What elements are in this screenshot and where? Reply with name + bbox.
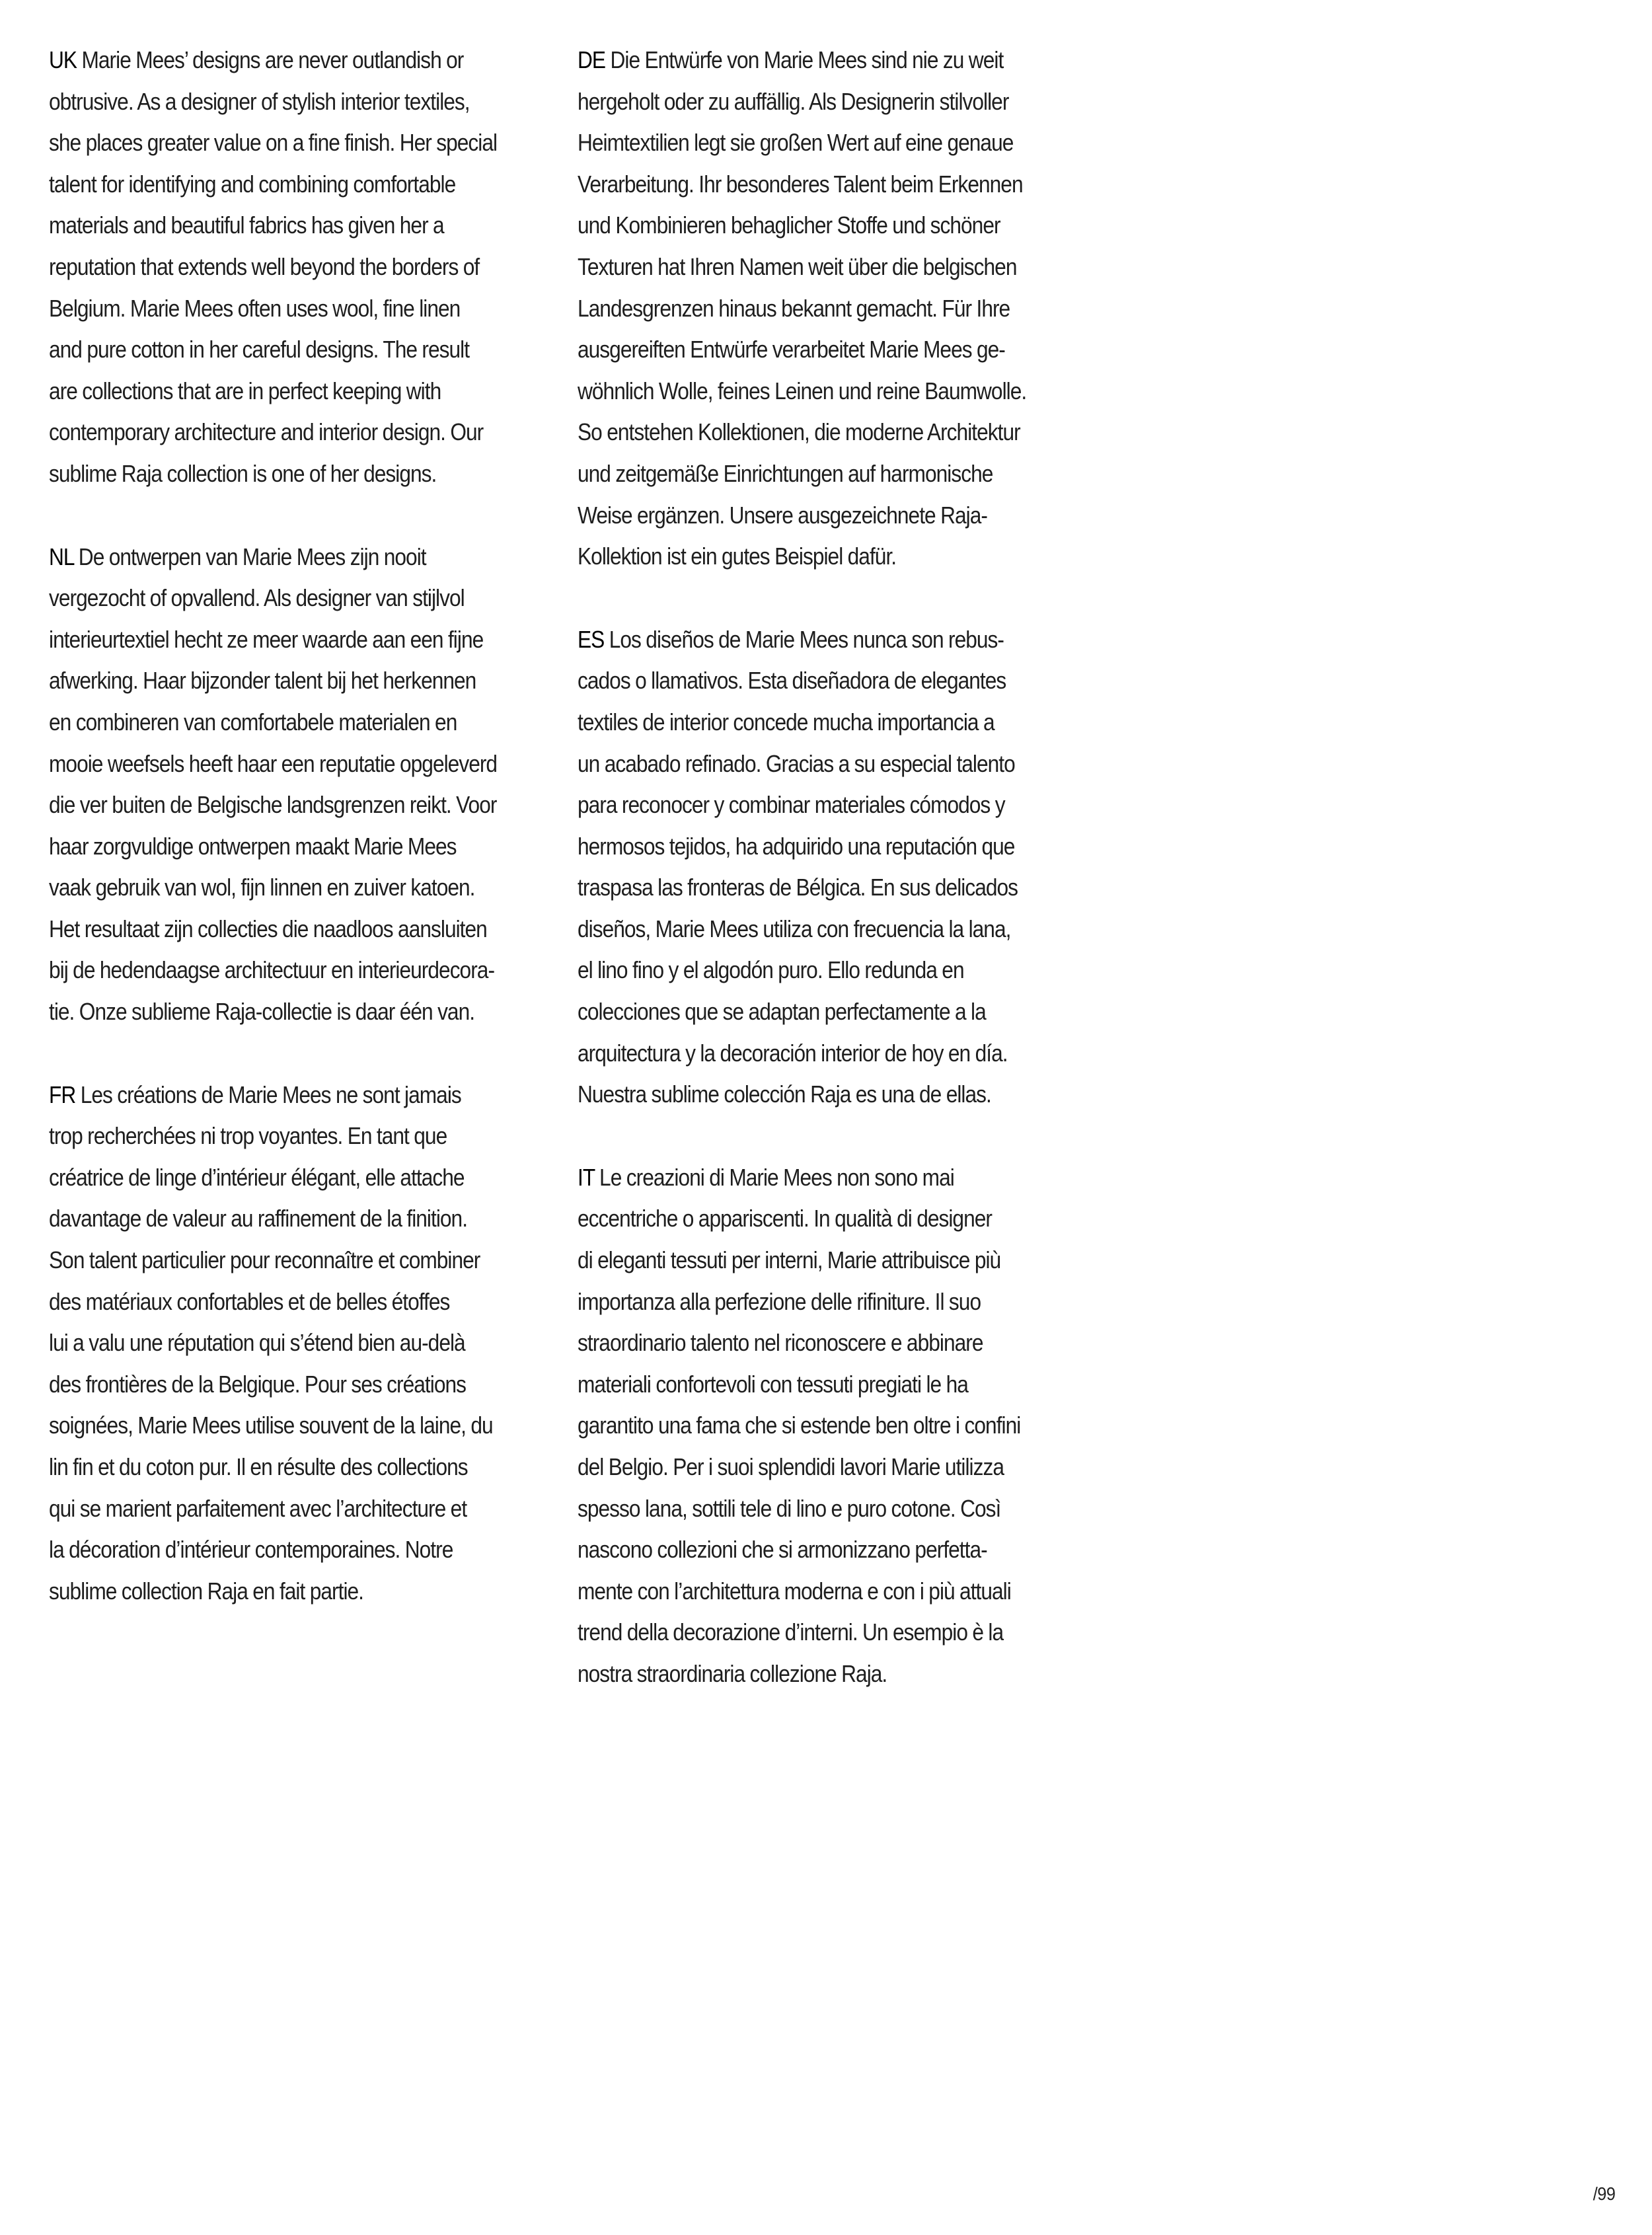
text-line-content: Marie Mees’ designs are never outlandish or xyxy=(81,46,464,73)
text-line: Nuestra sublime colección Raja es una de ellas. xyxy=(578,1080,991,1108)
language-code: NL xyxy=(49,543,74,570)
language-code: UK xyxy=(49,46,77,73)
text-line xyxy=(578,40,1037,81)
text-line: straordinario talento nel riconoscere e abbinare xyxy=(578,1329,983,1357)
text-line: wöhnlich Wolle, feines Leinen und reine Baumwolle. xyxy=(578,377,1027,404)
language-code: FR xyxy=(49,1080,76,1108)
language-block-nl xyxy=(49,537,571,1033)
text-line: obtrusive. As a designer of stylish interior textiles, xyxy=(49,87,470,115)
text-line: tie. Onze sublieme Raja-collectie is daar één van. xyxy=(49,998,475,1026)
text-line: mente con l’architettura moderna e con i più attuali xyxy=(578,1577,1011,1605)
text-line: la décoration d’intérieur contemporaines. Notre xyxy=(49,1536,453,1564)
text-line: lui a valu une réputation qui s’étend bien au-delà xyxy=(49,1329,465,1357)
text-line: reputation that extends well beyond the borders of xyxy=(49,252,480,280)
text-line: trop recherchées ni trop voyantes. En tant que xyxy=(49,1122,447,1150)
text-line: vergezocht of opvallend. Als designer van stijlvol xyxy=(49,584,465,612)
text-line: contemporary architecture and interior design. Our xyxy=(49,418,484,446)
text-line: sublime Raja collection is one of her designs. xyxy=(49,459,437,487)
text-column-right xyxy=(578,40,1100,1737)
language-code: IT xyxy=(578,1163,595,1191)
text-line xyxy=(49,40,508,81)
text-line: nostra straordinaria collezione Raja. xyxy=(578,1659,887,1687)
text-line: und Kombinieren behaglicher Stoffe und schöner xyxy=(578,211,1000,239)
text-line: Landesgrenzen hinaus bekannt gemacht. Für Ihre xyxy=(578,294,1010,322)
text-line: trend della decorazione d’interni. Un esempio è la xyxy=(578,1618,1004,1646)
text-line: diseños, Marie Mees utiliza con frecuencia la lana, xyxy=(578,915,1011,942)
text-line: Weise ergänzen. Unsere ausgezeichnete Raja- xyxy=(578,501,987,529)
text-line: und zeitgemäße Einrichtungen auf harmonische xyxy=(578,459,993,487)
text-line: talent for identifying and combining comfortable xyxy=(49,170,456,198)
text-line: cados o llamativos. Esta diseñadora de elegantes xyxy=(578,667,1006,695)
text-line: spesso lana, sottili tele di lino e puro cotone. Così xyxy=(578,1494,1001,1522)
text-line: des matériaux confortables et de belles étoffes xyxy=(49,1287,450,1315)
text-line: afwerking. Haar bijzonder talent bij het herkennen xyxy=(49,667,476,695)
text-line: un acabado refinado. Gracias a su especial talento xyxy=(578,749,1015,777)
text-line xyxy=(49,537,508,578)
text-line: interieurtextiel hecht ze meer waarde aan een fijne xyxy=(49,625,484,653)
text-line-content: Die Entwürfe von Marie Mees sind nie zu weit xyxy=(610,46,1004,73)
text-line: Kollektion ist ein gutes Beispiel dafür. xyxy=(578,543,897,570)
text-line-content: Les créations de Marie Mees ne sont jamais xyxy=(80,1080,461,1108)
text-line: qui se marient parfaitement avec l’architecture et xyxy=(49,1494,467,1522)
text-line: ausgereiften Entwürfe verarbeitet Marie Mees ge- xyxy=(578,336,1005,363)
text-line xyxy=(578,1157,1037,1199)
text-line: davantage de valeur au raffinement de la finition. xyxy=(49,1205,468,1232)
text-line: die ver buiten de Belgische landsgrenzen reikt. Voor xyxy=(49,791,497,819)
text-line: Verarbeitung. Ihr besonderes Talent beim Erkennen xyxy=(578,170,1023,198)
text-line: Heimtextilien legt sie großen Wert auf eine genaue xyxy=(578,129,1014,157)
text-line: lin fin et du coton pur. Il en résulte des collections xyxy=(49,1453,468,1480)
text-line: nascono collezioni che si armonizzano perfetta- xyxy=(578,1536,987,1564)
language-block-fr xyxy=(49,1075,571,1612)
text-line: en combineren van comfortabele materialen en xyxy=(49,708,457,736)
text-line: Texturen hat Ihren Namen weit über die belgischen xyxy=(578,252,1017,280)
text-line: garantito una fama che si estende ben oltre i confini xyxy=(578,1412,1021,1439)
text-line: hermosos tejidos, ha adquirido una reputación que xyxy=(578,832,1015,860)
text-line: importanza alla perfezione delle rifiniture. Il suo xyxy=(578,1287,981,1315)
text-line: are collections that are in perfect keeping with xyxy=(49,377,441,404)
text-line: soignées, Marie Mees utilise souvent de la laine, du xyxy=(49,1412,493,1439)
language-block-es xyxy=(578,619,1100,1116)
text-line: sublime collection Raja en fait partie. xyxy=(49,1577,363,1605)
text-line: mooie weefsels heeft haar een reputatie opgeleverd xyxy=(49,749,498,777)
text-line: and pure cotton in her careful designs. The result xyxy=(49,336,470,363)
text-line: del Belgio. Per i suoi splendidi lavori Marie utilizza xyxy=(578,1453,1004,1480)
language-block-it xyxy=(578,1157,1100,1695)
text-line: di eleganti tessuti per interni, Marie attribuisce più xyxy=(578,1246,1001,1274)
text-line: créatrice de linge d’intérieur élégant, elle attache xyxy=(49,1163,465,1191)
page-number: /99 xyxy=(1593,2183,1615,2204)
text-line: Het resultaat zijn collecties die naadloos aansluiten xyxy=(49,915,487,942)
text-line: des frontières de la Belgique. Pour ses créations xyxy=(49,1370,467,1398)
text-line: So entstehen Kollektionen, die moderne Architektur xyxy=(578,418,1020,446)
text-line: materiali confortevoli con tessuti pregiati le ha xyxy=(578,1370,968,1398)
text-line-content: De ontwerpen van Marie Mees zijn nooit xyxy=(78,543,426,570)
text-line xyxy=(49,1075,508,1116)
text-line: eccentriche o appariscenti. In qualità di designer xyxy=(578,1205,992,1232)
text-line: traspasa las fronteras de Bélgica. En sus delicados xyxy=(578,874,1018,901)
text-line: textiles de interior concede mucha importancia a xyxy=(578,708,995,736)
text-line: arquitectura y la decoración interior de hoy en día. xyxy=(578,1039,1008,1067)
text-line: bij de hedendaagse architectuur en interieurdecora- xyxy=(49,956,495,984)
text-line: haar zorgvuldige ontwerpen maakt Marie Mees xyxy=(49,832,457,860)
language-block-uk xyxy=(49,40,571,495)
text-column-left xyxy=(49,40,571,1653)
text-line: Son talent particulier pour reconnaître et combiner xyxy=(49,1246,480,1274)
language-code: ES xyxy=(578,625,605,653)
text-line xyxy=(578,619,1037,661)
text-line: vaak gebruik van wol, fijn linnen en zuiver katoen. xyxy=(49,874,475,901)
text-line-content: Los diseños de Marie Mees nunca son rebus- xyxy=(609,625,1004,653)
text-line: colecciones que se adaptan perfectamente a la xyxy=(578,998,986,1026)
text-line: hergeholt oder zu auffällig. Als Designerin stilvoller xyxy=(578,87,1009,115)
text-line: materials and beautiful fabrics has given her a xyxy=(49,211,444,239)
language-block-de xyxy=(578,40,1100,578)
text-line-content: Le creazioni di Marie Mees non sono mai xyxy=(599,1163,954,1191)
text-line: para reconocer y combinar materiales cómodos y xyxy=(578,791,1005,819)
text-line: Belgium. Marie Mees often uses wool, fine linen xyxy=(49,294,461,322)
text-line: el lino fino y el algodón puro. Ello redunda en xyxy=(578,956,964,984)
language-code: DE xyxy=(578,46,606,73)
text-line: she places greater value on a fine finish. Her special xyxy=(49,129,498,157)
